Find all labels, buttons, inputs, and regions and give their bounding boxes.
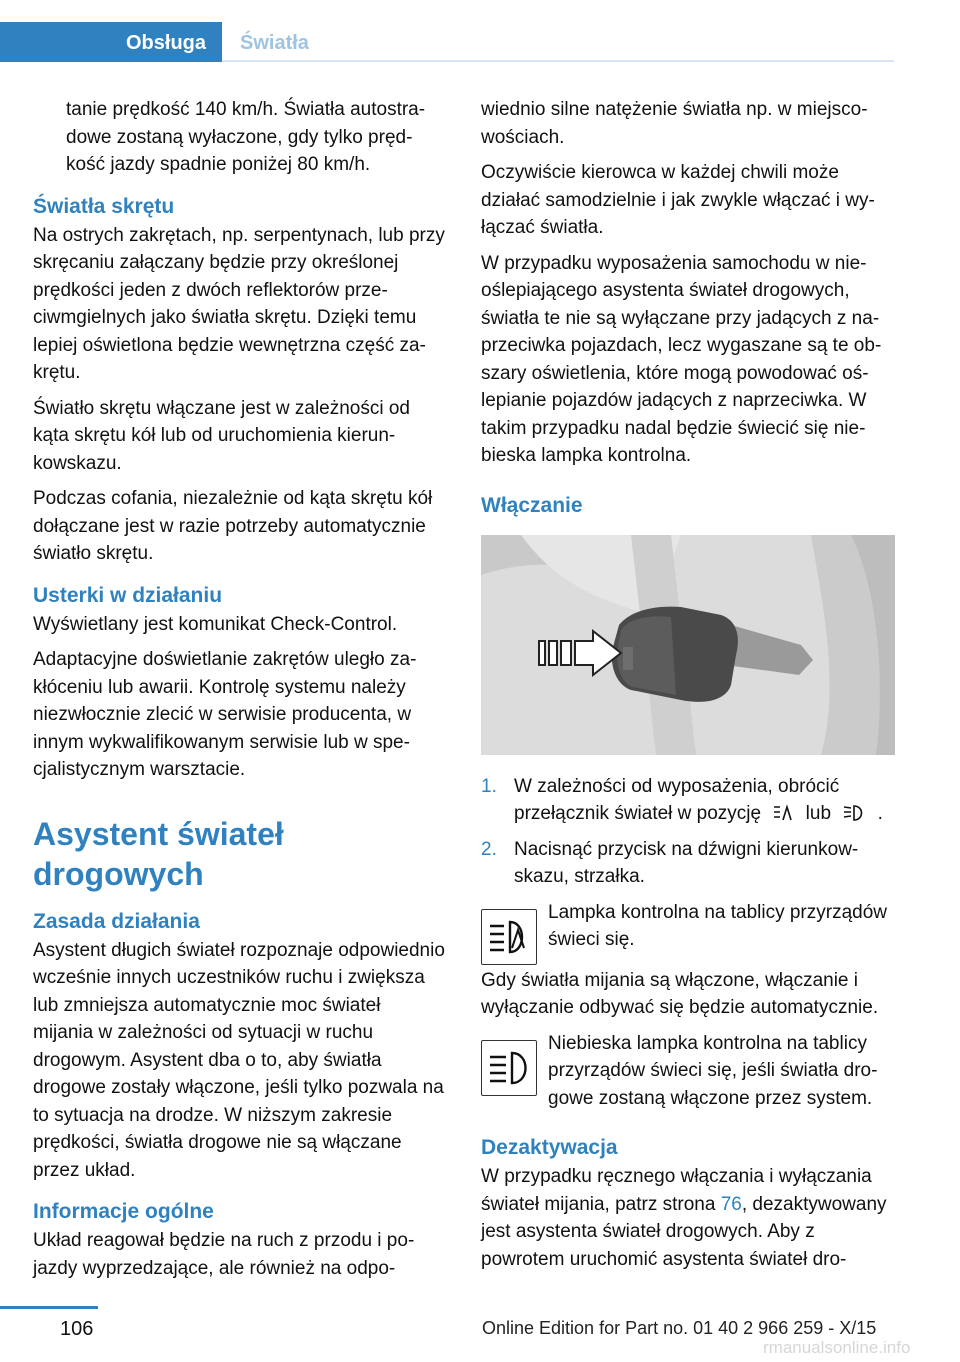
step-text: . (877, 803, 883, 824)
heading-usterki: Usterki w działaniu (33, 583, 223, 607)
step-number: 2. (481, 838, 497, 860)
indicator-note (481, 1030, 895, 1113)
steps-list (481, 773, 895, 891)
footer-divider (0, 1306, 98, 1309)
left-column (33, 96, 445, 1290)
paragraph: Gdy światła mijania są włączone, włączanie i wyłączanie odbywać się będzie automatycznie. (481, 969, 879, 1018)
step-number: 1. (481, 775, 497, 797)
paragraph: Oczywiście kierowca w każdej chwili może działać samodzielnie i jak zwykle włączać i wyłączać światła. (481, 162, 875, 238)
step-text: W zależności od wyposażenia, obrócić przełącznik świateł w pozycję (514, 775, 840, 824)
paragraph: W przypadku wyposażenia samochodu w nieoślepiającego asystenta świateł drogowych, światła te nie są wyłączane przy jadących z naprzeciwka pojazdach, lecz wygaszane są te obszary oświetlenia, które mogą powodować oślepianie pojazdów jadących z naprzeciwka. W takim przypadku nadal będzie świecić się niebieska lampka kontrolna. (481, 252, 882, 466)
heading-zasada: Zasada działania (33, 909, 200, 933)
page-header (0, 0, 960, 62)
paragraph: Wyświetlany jest komunikat Check-Control. (33, 613, 398, 635)
lever-end (612, 606, 738, 701)
note-text: Lampka kontrolna na tablicy przyrządów świeci się. (548, 901, 888, 950)
list-item (481, 836, 895, 891)
paragraph: Na ostrych zakrętach, np. serpentynach, lub przy skręcaniu załączany będzie przy określonej prędkości jeden z dwóch reflektorów przeciwmgielnych jako światła skrętu. Dzięki temu lepiej oświetlona będzie wewnętrzna część zakrętu. (33, 224, 445, 383)
page-link[interactable]: 76 (720, 1193, 742, 1215)
watermark: rmanualsonline.info (763, 1338, 911, 1357)
heading-swiatla-skretu: Światła skrętu (33, 194, 175, 218)
paragraph: Asystent długich świateł rozpoznaje odpowiednio wcześnie innych uczestników ruchu i zwiększa lub zmniejsza automatycznie moc świateł mijania w zależności od sytuacji w ruchu drogowym. Asystent dba o to, aby światła drogowe zostały włączone, jeśli tylko pozwala na to sytuacja na drodze. W niższym zakresie prędkości, światła drogowe nie są włączane przez układ. (33, 939, 445, 1181)
headlight-auto-icon (772, 803, 794, 823)
step-text: Nacisnąć przycisk na dźwigni kierunkowskazu, strzałka. (514, 838, 859, 887)
right-column (481, 96, 895, 1281)
headlight-icon (842, 803, 866, 823)
paragraph: Adaptacyjne doświetlanie zakrętów uległo zakłóceniu lub awarii. Kontrolę systemu należy niezwłocznie zlecić w serwisie producenta, w innym wykwalifikowanym serwisie lub w specjalistycznym warsztacie. (33, 649, 417, 780)
edition-label: Online Edition for Part no. 01 40 2 966 259 - X/15 (482, 1318, 877, 1338)
paragraph: wiednio silne natężenie światła np. w miejscowościach. (481, 99, 868, 148)
paragraph: Podczas cofania, niezależnie od kąta skrętu kół dołączane jest w razie potrzeby automatycznie światło skrętu. (33, 488, 433, 564)
paragraph-text: W przypadku ręcznego włączania i wyłączania świateł mijania, patrz strona (481, 1166, 872, 1215)
section-tab-obsluga[interactable] (0, 22, 222, 62)
paragraph (481, 1163, 895, 1273)
heading-asystent: Asystent świateł drogowych (33, 815, 284, 892)
indicator-note (481, 899, 895, 955)
section-tab-swiatla[interactable]: Światła (240, 32, 309, 54)
step-text: lub (805, 803, 832, 824)
paragraph: Układ reagował będzie na ruch z przodu i pojazdy wyprzedzające, ale również na odpo- (33, 1230, 415, 1279)
paragraph-text: , dezaktywowany jest asystenta świateł drogowych. Aby z powrotem uruchomić asystenta świateł dro- (481, 1193, 887, 1270)
paragraph: Światło skrętu włączane jest w zależności od kąta skrętu kół lub od uruchomienia kierunkowskazu. (33, 397, 411, 474)
heading-informacje: Informacje ogólne (33, 1200, 214, 1223)
heading-dezaktywacja: Dezaktywacja (481, 1136, 618, 1159)
section-tab-label: Obsługa (125, 32, 206, 54)
header-divider (222, 60, 894, 62)
page-number: 106 (60, 1318, 94, 1340)
turn-signal-lever-figure (481, 535, 895, 755)
paragraph: tanie prędkość 140 km/h. Światła autostradowe zostaną wyłaczone, gdy tylko prędkość jazdy spadnie poniżej 80 km/h. (66, 99, 426, 175)
high-beam-indicator-icon (481, 1040, 537, 1096)
heading-wlaczanie: Włączanie (481, 493, 583, 517)
auto-high-beam-indicator-icon (481, 909, 537, 965)
list-item (481, 773, 895, 828)
note-text: Niebieska lampka kontrolna na tablicy przyrządów świeci się, jeśli światła drogowe zostaną włączone przez system. (548, 1032, 878, 1109)
